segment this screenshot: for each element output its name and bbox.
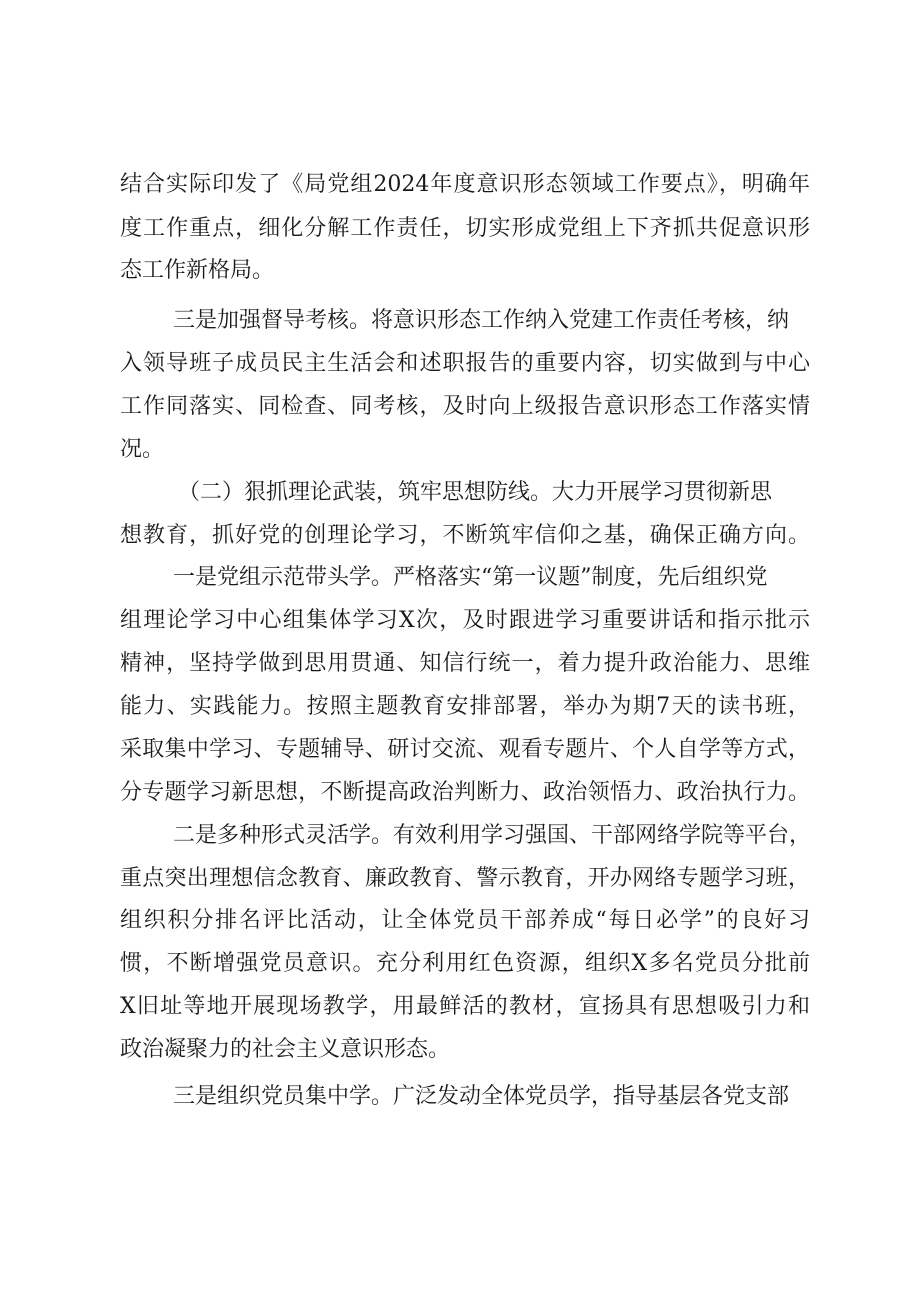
body-text-line: 度工作重点，细化分解工作责任，切实形成党组上下齐抓共促意识形 bbox=[120, 216, 810, 241]
body-text-line: 想教育，抓好党的创理论学习，不断筑牢信仰之基，确保正确方向。 bbox=[120, 523, 810, 548]
body-text-line: 三是组织党员集中学。广泛发动全体党员学，指导基层各党支部 bbox=[173, 1084, 790, 1109]
body-text-line: 结合实际印发了《局党组2024年度意识形态领域工作要点》，明确年 bbox=[120, 172, 810, 197]
body-text-line: 入领导班子成员民主生活会和述职报告的重要内容，切实做到与中心 bbox=[120, 351, 810, 376]
body-text-line: 重点突出理想信念教育、廉政教育、警示教育，开办网络专题学习班， bbox=[120, 866, 810, 891]
body-text-line: 组织积分排名评比活动，让全体党员干部养成“每日必学”的良好习 bbox=[120, 908, 810, 933]
section-heading-line: （二）狠抓理论武装，筑牢思想防线。大力开展学习贯彻新思 bbox=[178, 480, 773, 505]
body-text-line: 组理论学习中心组集体学习X次，及时跟进学习重要讲话和指示批示 bbox=[120, 608, 810, 633]
body-text-line: 一是党组示范带头学。严格落实“第一议题”制度，先后组织党 bbox=[173, 565, 768, 590]
body-text-line: 精神，坚持学做到思用贯通、知信行统一，着力提升政治能力、思维 bbox=[120, 651, 810, 676]
body-text-line: 二是多种形式灵活学。有效利用学习强国、干部网络学院等平台， bbox=[173, 823, 812, 848]
body-text-line: 工作同落实、同检查、同考核，及时向上级报告意识形态工作落实情 bbox=[120, 394, 810, 419]
body-text-line: 况。 bbox=[120, 437, 165, 462]
body-text-line: 采取集中学习、专题辅导、研讨交流、观看专题片、个人自学等方式， bbox=[120, 737, 810, 762]
body-text-line: 能力、实践能力。按照主题教育安排部署，举办为期7天的读书班， bbox=[120, 694, 810, 719]
body-text-line: 三是加强督导考核。将意识形态工作纳入党建工作责任考核，纳 bbox=[173, 308, 790, 333]
body-text-line: 惯，不断增强党员意识。充分利用红色资源，组织X多名党员分批前 bbox=[120, 951, 810, 976]
body-text-line: 分专题学习新思想，不断提高政治判断力、政治领悟力、政治执行力。 bbox=[120, 780, 810, 805]
body-text-line: 态工作新格局。 bbox=[120, 258, 275, 283]
body-text-line: X旧址等地开展现场教学，用最鲜活的教材，宣扬具有思想吸引力和 bbox=[120, 994, 810, 1019]
body-text-line: 政治凝聚力的社会主义意识形态。 bbox=[120, 1037, 451, 1062]
